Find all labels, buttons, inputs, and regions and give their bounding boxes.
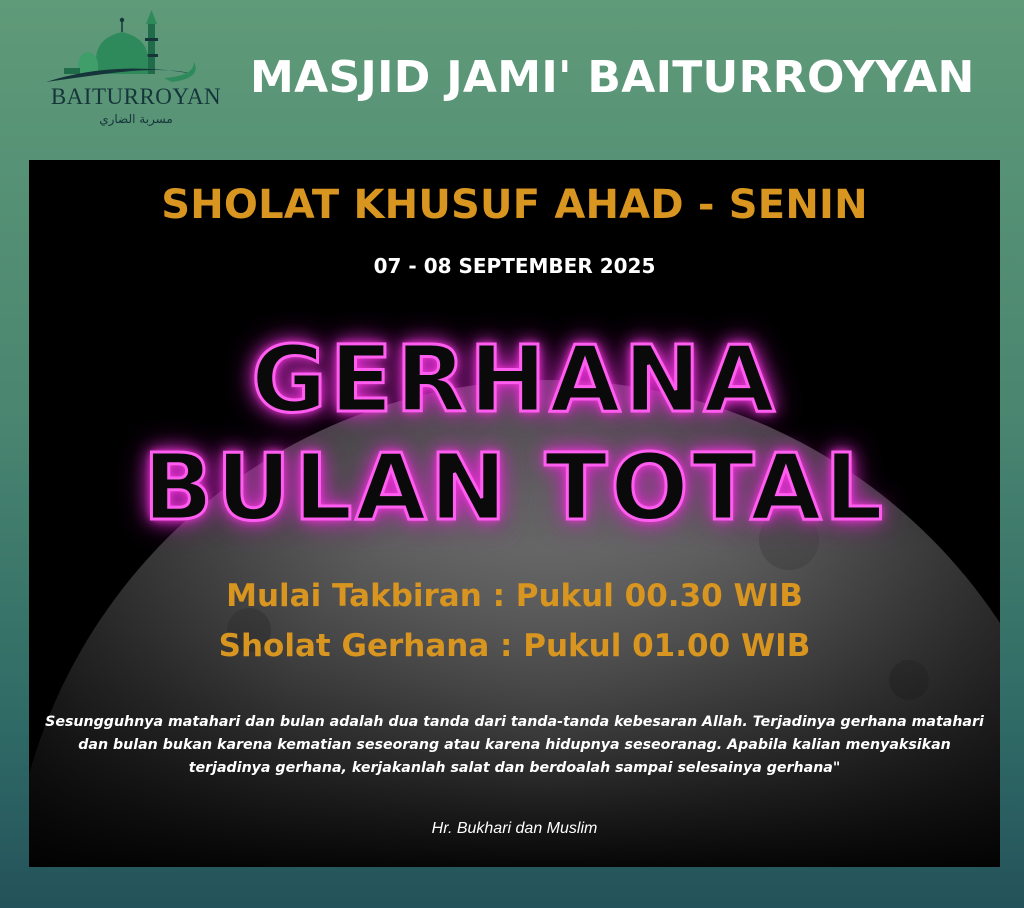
schedule-takbiran: Mulai Takbiran : Pukul 00.30 WIB: [226, 578, 803, 614]
hadith-quote: Sesungguhnya matahari dan bulan adalah dua tanda dari tanda-tanda kebesaran Allah. Terjadinya gerhana matahari dan bulan bukan karena kematian seseorang atau karena hidupnya seseoranag. Apabila kalian menyaksikan terjadinya gerhana, kerjakanlah salat dan berdoalah sampai selesainya gerhana": [45, 714, 984, 776]
schedule-sholat: Sholat Gerhana : Pukul 01.00 WIB: [218, 628, 811, 664]
mosque-title: MASJID JAMI' BAITURROYYAN: [250, 52, 975, 103]
event-poster: [29, 160, 1000, 867]
headline-line-1: GERHANA: [251, 326, 778, 433]
hadith-source: Hr. Bukhari dan Muslim: [431, 820, 598, 837]
mosque-logo: [44, 8, 228, 130]
event-title: SHOLAT KHUSUF AHAD - SENIN: [161, 182, 868, 228]
mosque-icon: [44, 8, 228, 88]
logo-subtitle: مسربة الضاري: [99, 112, 173, 126]
logo-name: BAITURROYAN: [50, 84, 222, 109]
headline-line-2: BULAN TOTAL: [142, 434, 887, 541]
event-date: 07 - 08 SEPTEMBER 2025: [373, 254, 656, 278]
